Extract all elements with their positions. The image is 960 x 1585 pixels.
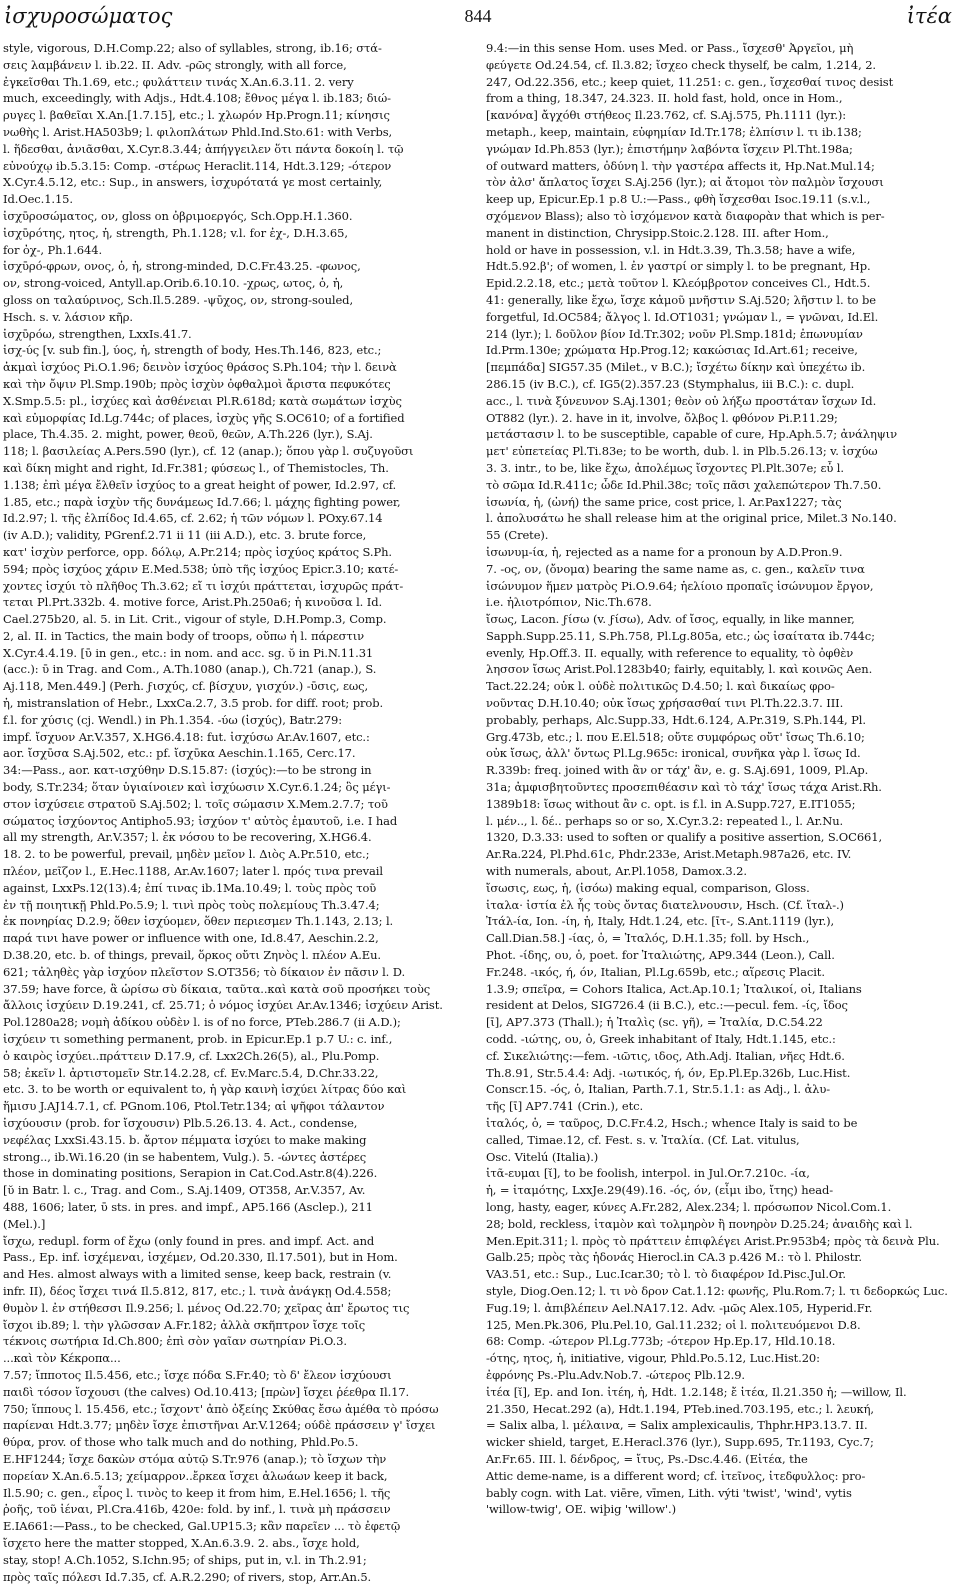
text-line: called, Timae.12, cf. Fest. s. v. Ἰταλία. (Cf. Lat. vitulus,	[486, 1132, 800, 1147]
text-line: 214 (lyr.); l. δοῦλον βίον Id.Tr.302; νοῦν Pl.Smp.181d; ἐπωνυμίαν	[486, 326, 863, 341]
text-line: 750; ἵππους l. 15.456, etc.; ἴσχοντ' ἀπὸ ὀξείης Σκύθας ἔσω ἀμέθα τὸ πρόσω	[3, 1401, 439, 1416]
text-line: keep up, Epicur.Ep.1 p.8 U.:—Pass., φθὴ ἴσχεσθαι Isoc.19.11 (s.v.l.,	[486, 192, 871, 207]
text-line: l. ἥδεσθαι, ἀνιᾶσθαι, X.Cyr.8.3.44; ἀπήγγειλεν ὅτι πάντα δοκοίη l. τῷ	[3, 141, 404, 156]
text-line: σεις λαμβάνειν l. ib.22. II. Adv. -ρῶς strongly, with all force,	[3, 57, 347, 72]
text-line: resident at Delos, SIG726.4 (ii B.C.), etc.:—pecul. fem. -ίς, ἴδος	[486, 998, 848, 1013]
text-line: χοντες ἰσχύι τὸ πλῆθος Th.3.62; εἴ τι ἰσχύι πράττεται, ἰσχυρῶς πράτ-	[3, 578, 404, 593]
text-line: τὸν ἀλσ' ἄπλατος ἴσχει S.Aj.256 (lyr.); αἱ ἄτομοι τὸν παλμὸν ἴσχουσι	[486, 175, 884, 190]
text-line: strong.., ib.Wi.16.20 (in se habentem, Vulg.). 5. -ώντες ἀστέρες	[3, 1149, 367, 1164]
text-line: E.HF1244; ἴσχε δακὼν στόμα αὐτῷ S.Tr.976 (anap.); τὸ ἴσχων τὴν	[3, 1451, 387, 1466]
text-line: infr. II), δέος ἴσχει τινά Il.5.812, 817, etc.; l. τινὰ ἀνάγκῃ Od.4.558;	[3, 1283, 392, 1298]
text-line: = Salix alba, l. μέλαινα, = Salix amplexicaulis, Thphr.HP3.13.7. II.	[486, 1418, 868, 1433]
text-line: ἴσωσις, εως, ἡ, (ἰσόω) making equal, comparison, Gloss.	[486, 880, 810, 895]
text-line: Th.8.91, Str.5.4.4: Adj. -ιωτικός, ή, όν, Ep.Pl.Ep.326b, Luc.Hist.	[486, 1065, 851, 1080]
text-line: Galb.25; πρὸς τὰς ἡδονάς Hierocl.in CA.3 p.426 M.: τὸ l. Philostr.	[486, 1250, 862, 1265]
text-line: 34:—Pass., aor. κατ-ισχύθην D.S.15.87: (ἰσχύς):—to be strong in	[3, 763, 372, 778]
text-line: Fug.19; l. ἀπιβλέπειν Ael.NA17.12. Adv. -μῶς Alex.105, Hyperid.Fr.	[486, 1300, 873, 1315]
text-line: ἰταλός, ὁ, = ταῦρος, D.C.Fr.4.2, Hsch.; whence Italy is said to be	[486, 1116, 858, 1130]
text-line: 9.4:—in this sense Hom. uses Med. or Pass., ἴσχεσθ' Ἀργεῖοι, μὴ	[486, 41, 854, 55]
text-line: παρίεναι Hdt.3.77; μηδὲν ἴσχε ἐπιστῆναι Ar.V.1264; ούδὲ πράσσειν γ' ἴσχει	[3, 1418, 436, 1433]
text-line: γνώμαν Id.Ph.853 (lyr.); ἐπιστήμην λαβόντα ἴσχειν Pl.Tht.198a;	[486, 141, 853, 156]
text-line: ἰσχ-ύς [v. sub fin.], ύος, ἡ, strength of body, Hes.Th.146, 823, etc.;	[3, 343, 382, 358]
text-line: ...καὶ τὸν Κέκροπα...	[3, 1351, 121, 1366]
text-line: 37.59; have force, ἃ ὡρίσω σὺ δίκαια, ταῦτα..καὶ κατὰ σοῦ προσήκει τοὺς	[3, 981, 431, 996]
text-line: ἰσχῡρότης, ητος, ἡ, strength, Ph.1.128; v.l. for ἐχ-, D.H.3.65,	[3, 225, 348, 240]
text-line: stay, stop! A.Ch.1052, S.Ichn.95; of ships, put in, v.l. in Th.2.91;	[3, 1552, 367, 1567]
text-line: D.38.20, etc. b. of things, prevail, ὅρκος οὔτι Ζηνὸς l. πλέον A.Eu.	[3, 948, 381, 963]
text-line: φεύγετε Od.24.54, cf. Il.3.82; ἴσχεο check thyself, be calm, 1.214, 2.	[486, 57, 876, 72]
text-line: style, Diog.Oen.12; l. τι νὸ δρον Cat.1.12: φωνῆς, Plu.Rom.7; l. τι δεδορκώς Luc.	[486, 1283, 948, 1298]
text-line: of outward matters, ὀδύνη l. τὴν γαστέρα affects it, Hp.Nat.Mul.14;	[486, 158, 875, 173]
right-guide-word: ἰτέα	[906, 4, 952, 28]
text-line: forgetful, Id.OC584; ἄλγος l. Id.OT1031; γνώμαν l., = γνῶναι, Id.El.	[486, 309, 879, 324]
text-line: ἴσχοι ib.89; l. τὴν γλῶσσαν A.Fr.182; ἀλλὰ σκῆπτρον ἴσχε τοῖς	[3, 1317, 366, 1332]
text-line: 41: generally, like ἔχω, ἴσχε κἀμοῦ μνῆστιν S.Aj.520; λῆστιν l. to be	[486, 292, 876, 307]
text-line: -ότης, ητος, ἡ, initiative, vigour, Phld.Po.5.12, Luc.Hist.20:	[486, 1351, 820, 1366]
text-line: [ῑ], AP7.373 (Thall.); ἡ Ἰταλὶς (sc. γῆ), = Ἰταλία, D.C.54.22	[486, 1015, 823, 1030]
text-line: aor. ἴσχῡσα S.Aj.502, etc.: pf. ἴσχῡκα Aeschin.1.165, Cerc.17.	[3, 746, 356, 761]
text-line: 488, 1606; later, ῡ sts. in pres. and impf., AP5.166 (Asclep.), 211	[3, 1199, 373, 1214]
text-line: impf. ἴσχυον Ar.V.357, X.HG6.4.18: fut. ἰσχύσω Ar.Av.1607, etc.:	[3, 729, 370, 744]
text-line: καὶ εὐμορφίας Id.Lg.744c; of places, ἰσχὺς γῆς S.OC610; of a fortified	[3, 410, 405, 425]
text-line: f.l. for χύσις (cj. Wendl.) in Ph.1.354. -ύω (ἰσχύς), Batr.279:	[3, 712, 343, 727]
text-line: cf. Σικελιώτης:—fem. -ιῶτις, ιδος, Ath.Adj. Italian, νῆες Hdt.6.	[486, 1048, 845, 1063]
text-line: 18. 2. to be powerful, prevail, μηδὲν μεῖον l. Διὸς A.Pr.510, etc.;	[3, 847, 370, 862]
text-line: much, exceedingly, with Adjs., Hdt.4.108; ἔθνος μέγα l. ib.183; διώ-	[3, 91, 391, 106]
text-line: [πεμπάδα] SIG57.35 (Milet., v B.C.); ἴσχέτω δίκην καὶ ὑπεχέτω ib.	[486, 360, 866, 375]
text-line: ἰσώνυμον ἥμεν ματρὸς Pi.O.9.64; ἡελίοιο προπαῖς ἰσώνυμον ἔργον,	[486, 578, 874, 593]
text-line: Sapph.Supp.25.11, S.Ph.758, Pl.Lg.805a, etc.; ὡς ἰσαίτατα ib.744c;	[486, 628, 875, 643]
text-line: metaph., keep, maintain, εὐφημίαν Id.Tr.178; ἐλπίσιν l. τι ib.138;	[486, 124, 862, 139]
text-line: 'willow-twig', OE. wiþig 'willow'.)	[486, 1502, 676, 1517]
text-line: πρὸς ταῖς πόλεσι Id.7.35, cf. A.R.2.290; of rivers, stop, Arr.An.5.	[3, 1569, 372, 1584]
text-line: Pass., Ep. inf. ἰσχέμεναι, ἰσχέμεν, Od.20.330, Il.17.501), but in Hom.	[3, 1250, 398, 1265]
text-line: 1.138; ἐπὶ μέγα ἔλθεῖν ἰσχύος to a great height of power, Id.2.97, cf.	[3, 477, 397, 492]
text-line: 594; πρὸς ἰσχύος χάριν E.Med.538; ὑπὸ τῆς ἰσχύος Epicr.3.10; κατέ-	[3, 561, 399, 576]
text-line: wicker shield, target, E.Heracl.376 (lyr.), Supp.695, Tr.1193, Cyc.7;	[486, 1435, 874, 1450]
text-line: those in dominating positions, Serapion in Cat.Cod.Astr.8(4).226.	[3, 1166, 378, 1181]
text-line: evenly, Hp.Off.3. II. equally, with reference to equality, τὸ ὀφθὲν	[486, 645, 854, 660]
text-line: Phot. -ίδης, ου, ὁ, poet. for Ἰταλιώτης, AP9.344 (Leon.), Call.	[486, 948, 835, 963]
text-line: ἰσχύειν τι something permanent, prob. in Epicur.Ep.1 p.7 U.: c. inf.,	[3, 1032, 393, 1047]
text-line: τὸ σῶμα Id.R.411c; ὧδε Id.Phil.38c; τοῖς πᾶσι χαλεπώτερον Th.7.50.	[486, 477, 882, 492]
text-line: X.Smp.5.5: pl., ἰσχύες καὶ ἀσθένειαι Pl.R.618d; κατὰ σωμάτων ἰσχὺς	[3, 393, 402, 408]
text-line: τῆς [ῑ] AP7.741 (Crin.), etc.	[486, 1099, 644, 1114]
text-line: Id.Prm.130e; χρώματα Hp.Prog.12; κακώσιας Id.Art.61; receive,	[486, 343, 858, 358]
text-line: ἐκ πονηρίας D.2.9; ὅθεν ἰσχύομεν, ὅθεν περιεσμεν Th.1.143, 2.13; l.	[3, 914, 394, 929]
text-line: 247, Od.22.356, etc.; keep quiet, 11.251: c. gen., ἴσχεσθαί τινος desist	[486, 74, 894, 89]
text-line: θυμὸν l. ἐν στήθεσσι Il.9.256; l. μένος Od.22.70; χεῖρας ἀπ' ἔρωτος τις	[3, 1300, 410, 1315]
text-line: Men.Epit.311; l. πρὸς τὸ πράττειν ἐπιφλέγει Arist.Pr.953b4; πρὸς τὰ δεινὰ Plu.	[486, 1233, 940, 1248]
text-line: against, LxxPs.12(13).4; ἐπί τινας ib.1Ma.10.49; l. τοὺς πρὸς τοῦ	[3, 880, 377, 895]
text-line: λησσον ἴσως Arist.Pol.1283b40; fairly, equitably, l. καὶ κοινῶς Aen.	[486, 662, 873, 677]
text-line: ἰτᾶ-ευμαι [ῐ], to be foolish, interpol. in Jul.Or.7.210c. -ία,	[486, 1166, 810, 1181]
text-line: Ar.Fr.65. III. l. δένδρος, = ἴτυς, Ps.-Dsc.4.46. (Eἰτέα, the	[486, 1451, 808, 1466]
text-line: 1.3.9; σπεῖρα, = Cohors Italica, Act.Ap.10.1; Ἰταλικοί, οἱ, Italians	[486, 981, 862, 996]
text-line: παρά τινι have power or influence with one, Id.8.47, Aeschin.2.2,	[3, 931, 379, 946]
text-line: 1320, D.3.33: used to soften or qualify a positive assertion, S.OC661,	[486, 830, 883, 845]
text-line: 31a; ἀμφισβητοῦντες προσεπιθέασιν καὶ τὸ τάχ' ἴσως τάχα Arist.Rh.	[486, 780, 882, 795]
text-line: 21.350, Hecat.292 (a), Hdt.1.194, PTeb.ined.703.195, etc.; l. λευκή,	[486, 1401, 874, 1416]
text-line: καὶ δίκη might and right, Id.Fr.381; φύσεως l., of Themistocles, Th.	[3, 460, 389, 475]
text-line: κατ' ἰσχὺν perforce, opp. δόλῳ, A.Pr.214; πρὸς ἰσχύος κράτος S.Ph.	[3, 544, 392, 559]
text-line: with numerals, about, Ar.Pl.1058, Damox.3.2.	[486, 864, 747, 879]
text-line: τέκνοις σωτήρια Id.Ch.800; ἐπὶ σὸν γαῖαν σωτηρίαν Pi.O.3.	[3, 1334, 347, 1349]
text-line: VA3.51, etc.: Sup., Luc.Icar.30; τὸ l. τὸ διαφέρον Id.Pisc.Jul.Or.	[486, 1267, 846, 1282]
text-line: νωθὴς l. Arist.HA503b9; l. φιλοπλάτων Phld.Ind.Sto.61: with Verbs,	[3, 124, 393, 139]
text-line: 118; l. βασιλείας A.Pers.590 (lyr.), cf. 12 (anap.); ὅπου γὰρ l. συζυγοῦσι	[3, 444, 414, 459]
text-line: Osc. Vitelú (Italia).)	[486, 1149, 599, 1164]
text-line: ἡ, mistranslation of Hebr., LxxCa.2.7, 3.5 prob. for diff. root; prob.	[3, 696, 384, 711]
text-line: [ῠ in Batr. l. c., Trag. and Com., S.Aj.1409, OT358, Ar.V.357, Av.	[3, 1183, 366, 1198]
text-line: place, Th.4.35. 2. might, power, θεοῦ, θεῶν, A.Th.226 (lyr.), S.Aj.	[3, 427, 373, 442]
text-line: παιδὶ τόσον ἴσχουσι (the calves) Od.10.413; [πρὼν] ἴσχει ῥέεθρα Il.17.	[3, 1384, 410, 1399]
text-line: Cael.275b20, al. 5. in Lit. Crit., vigour of style, D.H.Pomp.3, Comp.	[3, 612, 387, 627]
text-line: Tact.22.24; οὐκ l. οὐδὲ πολιτικῶς D.4.50; l. καὶ δικαίως φρο-	[486, 679, 835, 694]
text-line: (iv A.D.); validity, PGrenf.2.71 ii 11 (iii A.D.), etc. 3. brute force,	[3, 528, 367, 543]
text-line: acc., l. τινὰ ξύνευνον S.Aj.1301; θεὸν οὐ λήξω προστάταν ἴσχων Id.	[486, 393, 877, 408]
text-line: probably, perhaps, Alc.Supp.33, Hdt.6.124, A.Pr.319, S.Ph.144, Pl.	[486, 712, 866, 727]
text-line: 7.57; ἴπποτος Il.5.456, etc.; ἴσχε πόδα S.Fr.40; τὸ δ' ἔλεον ἰσχύουσι	[3, 1367, 392, 1382]
text-line: E.IA661:—Pass., to be checked, Gal.UP15.3; κἂν παρεῖεν ... τὸ ἐφετῷ	[3, 1519, 401, 1534]
text-line: 286.15 (iv B.C.), cf. IG5(2).357.23 (Stymphalus, iii B.C.): c. dupl.	[486, 376, 855, 391]
text-line: gloss on ταλαύρινος, Sch.Il.5.289. -ψῡχος, ον, strong-souled,	[3, 292, 354, 307]
text-line: ἀκμαὶ ἰσχύος Pi.O.1.96; δεινὸν ἰσχύος θράσος S.Ph.104; τὴν l. δεινὰ	[3, 360, 397, 375]
text-line: τεται Pl.Prt.332b. 4. motive force, Arist.Ph.250a6; ἡ κινοῦσα l. Id.	[3, 595, 383, 610]
text-line: ἴσχετο here the matter stopped, X.An.6.3.9. 2. abs., ἴσχε hold,	[3, 1535, 360, 1550]
text-line: Hdt.5.92.β'; of women, l. ἐν γαστρί or simply l. to be pregnant, Hp.	[486, 259, 871, 274]
text-line: θύρα, prov. of those who talk much and do nothing, Phld.Po.5.	[3, 1435, 359, 1450]
text-line: νοῦντας D.H.10.40; οὐκ ἴσως χρήσασθαί τινι Pl.Th.22.3.7. III.	[486, 696, 844, 711]
text-line: ρυγες l. βαθεῖαι X.An.[1.7.15], etc.; l. χλωρόν Hp.Progn.11; κίνησις	[3, 108, 390, 123]
text-line: ἴσχω, redupl. form of ἔχω (only found in pres. and impf. Act. and	[3, 1233, 375, 1248]
text-line: νεφέλας LxxSi.43.15. b. ἄρτον πέμματα ἰσχύει to make making	[3, 1132, 367, 1147]
text-line: Hsch. s. v. λάσιον κῆρ.	[3, 309, 133, 324]
text-line: Pol.1280a28; νομὴ ἀδίκου οὐδὲν l. is of no force, PTeb.286.7 (ii A.D.);	[3, 1015, 401, 1030]
text-line: ἡ, = ἰταμότης, LxxJe.29(49).16. -ός, όν, (εἶμι ibo, ἴτης) head-	[486, 1183, 834, 1198]
text-line: Ἰτάλ-ία, Ion. -ίη, ἡ, Italy, Hdt.1.24, etc. [ῑτ-, S.Ant.1119 (lyr.),	[486, 914, 835, 929]
text-line: ἰσχῡρόω, strengthen, LxxIs.41.7.	[3, 326, 192, 341]
page-number: 844	[464, 6, 492, 26]
text-line: 3. 3. intr., to be, like ἔχω, ἀπολέμως ἴσχοντες Pl.Plt.307e; εὖ l.	[486, 460, 844, 475]
text-line: Id.Oec.1.15.	[3, 192, 73, 207]
text-line: ἰταλα· ἰστία ἐλ ἧς τοὺς ὄντας διατελνουσιν, Hsch. (Cf. ἴταλ-.)	[486, 897, 844, 912]
text-line: ἰσωνυμ-ία, ἡ, rejected as a name for a pronoun by A.D.Pron.9.	[486, 544, 843, 559]
left-column	[3, 40, 472, 1584]
text-line: manent in distinction, Chrysipp.Stoic.2.128. III. after Hom.,	[486, 225, 829, 240]
text-line: (Mel.).]	[3, 1216, 46, 1231]
text-line: Epid.2.2.18, etc.; μετὰ τοῦτον l. Κλεόμβροτον conceives Cl., Hdt.5.	[486, 276, 871, 291]
text-line: long, hasty, eager, κύνες A.Fr.282, Alex.234; l. πρόσωπον Nicol.Com.1.	[486, 1199, 892, 1214]
text-line: body, S.Tr.234; ὅταν ὑγιαίνοιεν καὶ ἰσχύωσιν X.Cyr.6.1.24; ὃς μέγι-	[3, 780, 391, 795]
text-line: στον ἰσχύσειε στρατοῦ S.Aj.502; l. τοῖς σώμασιν X.Mem.2.7.7; τοῦ	[3, 796, 388, 811]
text-line: Call.Dian.58.] -ίας, ὁ, = Ἰταλός, D.H.1.35; foll. by Hsch.,	[486, 931, 810, 946]
text-line: ἥμισυ J.AJ14.7.1, cf. PGnom.106, Ptol.Tetr.134; αἱ ψῆφοι τάλαντον	[3, 1099, 385, 1114]
text-line: Il.5.90; c. gen., εἶρος l. τινὸς to keep it from him, E.Hel.1656; l. τῆς	[3, 1485, 391, 1500]
text-line: l. ἀπολυσάτω he shall release him at the original price, Milet.3 No.140.	[486, 511, 897, 526]
text-line: ἐγκεῖσθαι Th.1.69, etc.; φυλάττειν τινάς X.An.6.3.11. 2. very	[3, 74, 354, 89]
text-line: πορείαν X.An.6.5.13; χείμαρρον..ἔρκεα ἴσχει ἀλωάων keep it back,	[3, 1468, 388, 1483]
text-line: i.e. ἡλιοτρόπιον, Nic.Th.678.	[486, 595, 652, 610]
text-line: ἰσωνία, ἡ, (ὠνή) the same price, cost price, l. Ar.Pax1227; τὰς	[486, 494, 842, 509]
text-line: μετάστασιν l. to be susceptible, capable of cure, Hp.Aph.5.7; ἀνάληψιν	[486, 427, 897, 442]
text-line: bably cogn. with Lat. viēre, vīmen, Lith. výti 'twist', 'wind', vytis	[486, 1485, 852, 1500]
text-line: Id.2.97; l. τῆς ἐλπίδος Id.4.65, cf. 2.62; ἡ τῶν νόμων l. POxy.67.14	[3, 511, 383, 526]
text-line: Fr.248. -ικός, ή, όν, Italian, Pl.Lg.659b, etc.; αἵρεσις Placit.	[486, 964, 825, 979]
text-line: ἴσως, Lacon. ϝίσω (v. ϝίσω), Adv. of ἴσος, equally, in like manner,	[486, 612, 855, 627]
text-line: 58; ἐκεῖν l. ἀρτιστομεῖν Str.14.2.28, cf. Ev.Marc.5.4, D.Chr.33.22,	[3, 1065, 379, 1080]
text-line: πλέον, μεῖζον l., E.Hec.1188, Ar.Av.1607; later l. πρός τινα prevail	[3, 864, 383, 879]
text-line: 7. -ος, ον, (ὄνομα) bearing the same name as, c. gen., καλεῖν τινα	[486, 561, 865, 576]
text-line: ον, strong-voiced, Antyll.ap.Orib.6.10.10. -χρως, ωτος, ὁ, ἡ,	[3, 276, 344, 291]
text-line: 621; τἀληθὲς γὰρ ἰσχύον πλεῖστον S.OT356; τὸ δίκαιον ἐν πᾶσιν l. D.	[3, 964, 406, 979]
text-line: ἐν τῇ ποιητικῇ Phld.Po.5.9; l. τινὶ πρὸς τοὺς πολεμίους Th.3.47.4;	[3, 897, 380, 912]
text-line: Aj.118, Men.449.] (Perh. ϝισχύς, cf. βίσχυν, γισχύν.) -ῡσις, εως,	[3, 679, 369, 694]
text-line: ἐφρόνης Ps.-Plu.Adv.Nob.7. -ώτερος Plb.12.9.	[486, 1367, 745, 1382]
text-line: for ὀχ-, Ph.1.644.	[3, 242, 102, 257]
text-line: all my strength, Ar.V.357; l. ἐκ νόσου to be recovering, X.HG6.4.	[3, 830, 372, 845]
text-line: and Hes. almost always with a limited sense, keep back, restrain (v.	[3, 1267, 392, 1282]
text-line: ἄλλοις ἰσχύειν D.19.241, cf. 25.71; ὁ νόμος ἰσχύει Ar.Av.1346; ἰσχύειν Arist.	[3, 998, 443, 1013]
text-line: from a thing, 18.347, 24.323. II. hold fast, hold, once in Hom.,	[486, 91, 843, 106]
text-line: etc. 3. to be worth or equivalent to, ἡ γὰρ καινὴ ἰσχύει λίτρας δύο καὶ	[3, 1082, 407, 1097]
text-line: [κανόνα] ἄγχόθι στήθεος Il.23.762, cf. S.Aj.575, Ph.1111 (lyr.):	[486, 108, 847, 123]
text-line: hold or have in possession, v.l. in Hdt.3.39, Th.3.58; have a wife,	[486, 242, 856, 257]
text-line: Attic deme-name, is a different word; cf. ἰτεῖνος, ἰτεδφυλλος: pro-	[486, 1468, 866, 1483]
text-line: codd. -ιώτης, ου, ὁ, Greek inhabitant of Italy, Hdt.1.145, etc.:	[486, 1032, 836, 1047]
text-line: σχόμενον Blass); also τὸ ἰσχόμενον κατὰ διαφορὰν that which is per-	[486, 208, 885, 223]
text-line: (acc.): ῡ in Trag. and Com., A.Th.1080 (anap.), Ch.721 (anap.), S.	[3, 662, 377, 677]
text-line: ἰσχῡρό-φρων, ονος, ὁ, ἡ, strong-minded, D.C.Fr.43.25. -φωνος,	[3, 259, 361, 274]
text-line: σώματος ἰσχύοντος Antipho5.93; ἰσχύον τ' αὐτὸς ἐμαυτοῦ, i.e. I had	[3, 813, 398, 828]
text-line: 55 (Crete).	[486, 528, 549, 543]
right-column	[486, 40, 956, 1517]
text-line: ἰσχύουσιν (prob. for ἴσχουσιν) Plb.5.26.13. 4. Act., condense,	[3, 1116, 358, 1130]
text-line: εὐνούχῳ ib.5.3.15: Comp. -στέρως Heraclit.114, Hdt.3.129; -ότερον	[3, 158, 392, 173]
text-line: X.Cyr.4.4.19. [ῡ in gen., etc.: in nom. and acc. sg. ῠ in Pi.N.11.31	[3, 645, 374, 660]
left-guide-word: ἰσχυροσώματος	[4, 4, 173, 28]
text-line: ὁ καιρὸς ἰσχύει..πράττειν D.17.9, cf. Lxx2Ch.26(5), al., Plu.Pomp.	[3, 1048, 380, 1063]
page-header	[4, 4, 952, 34]
text-line: μετ' εὐπετείας Pl.Ti.83e; to be worth, dub. l. in Plb.5.26.13; v. ἰσχύω	[486, 444, 878, 459]
text-line: 1389b18: ἴσως without ἂν c. opt. is f.l. in A.Supp.727, E.IT1055;	[486, 796, 856, 811]
text-line: 28; bold, reckless, ἰταμὸν καὶ τολμηρὸν ἢ πονηρὸν D.25.24; ἀναιδὴς καὶ l.	[486, 1216, 913, 1231]
text-line: 1.85, etc.; παρὰ ἰσχὺν τῆς δυνάμεως Id.7.66; l. μάχης fighting power,	[3, 494, 401, 509]
text-line: X.Cyr.4.5.12, etc.: Sup., in answers, ἰσχυρότατά γε most certainly,	[3, 175, 383, 190]
text-line: Grg.473b, etc.; l. που E.El.518; οὔτε συμφόρως οὔτ' ἴσως Th.6.10;	[486, 729, 865, 744]
text-line: ἰσχῡροσώματος, ον, gloss on ὀβριμοεργός, Sch.Opp.H.1.360.	[3, 208, 353, 223]
text-line: style, vigorous, D.H.Comp.22; also of syllables, strong, ib.16; στά-	[3, 41, 382, 55]
text-line: l. μέν.., l. δέ.. perhaps so or so, X.Cyr.3.2: repeated l., l. Ar.Nu.	[486, 813, 844, 828]
text-line: 68: Comp. -ώτερον Pl.Lg.773b; -ότερον Hp.Ep.17, Hld.10.18.	[486, 1334, 836, 1349]
text-line: οὐκ ἴσως, ἀλλ' ὄντως Pl.Lg.965c: ironical, συνῆκα γὰρ l. ἴσως Id.	[486, 746, 861, 761]
text-line: Ar.Ra.224, Pl.Phd.61c, Phdr.233e, Arist.Metaph.987a26, etc. IV.	[486, 847, 852, 862]
text-line: R.339b: freq. joined with ἂν or τάχ' ἂν, e. g. S.Aj.691, 1009, Pl.Ap.	[486, 763, 869, 778]
text-line: καὶ τὴν ὄψιν Pl.Smp.190b; πρὸς ἰσχὺν ὀφθαλμοὶ ἄριστα πεφυκότες	[3, 376, 391, 391]
text-line: ἰτέα [ῐ], Ep. and Ion. ἰτέη, ἡ, Hdt. 1.2.148; ἔ ἰτέα, Il.21.350 ἡ; —willow, Il.	[486, 1384, 907, 1399]
text-line: 125, Men.Pk.306, Plu.Pel.10, Gal.11.232; οἱ l. πολιτευόμενοι D.8.	[486, 1317, 861, 1332]
text-line: OT882 (lyr.). 2. have in it, involve, ὄλβος l. φθόνον Pi.P.11.29;	[486, 410, 838, 425]
text-line: ῥοῆς, τοῦ ἰέναι, Pl.Cra.416b, 420e: fold. by inf., l. τινὰ μὴ πράσσειν	[3, 1502, 391, 1517]
text-line: 2, al. II. in Tactics, the main body of troops, οὔπω ἡ l. πάρεστιν	[3, 628, 364, 643]
text-line: Conscr.15. -ός, ὁ, Italian, Parth.7.1, Str.5.1.1: as Adj., l. ἀλυ-	[486, 1082, 831, 1097]
